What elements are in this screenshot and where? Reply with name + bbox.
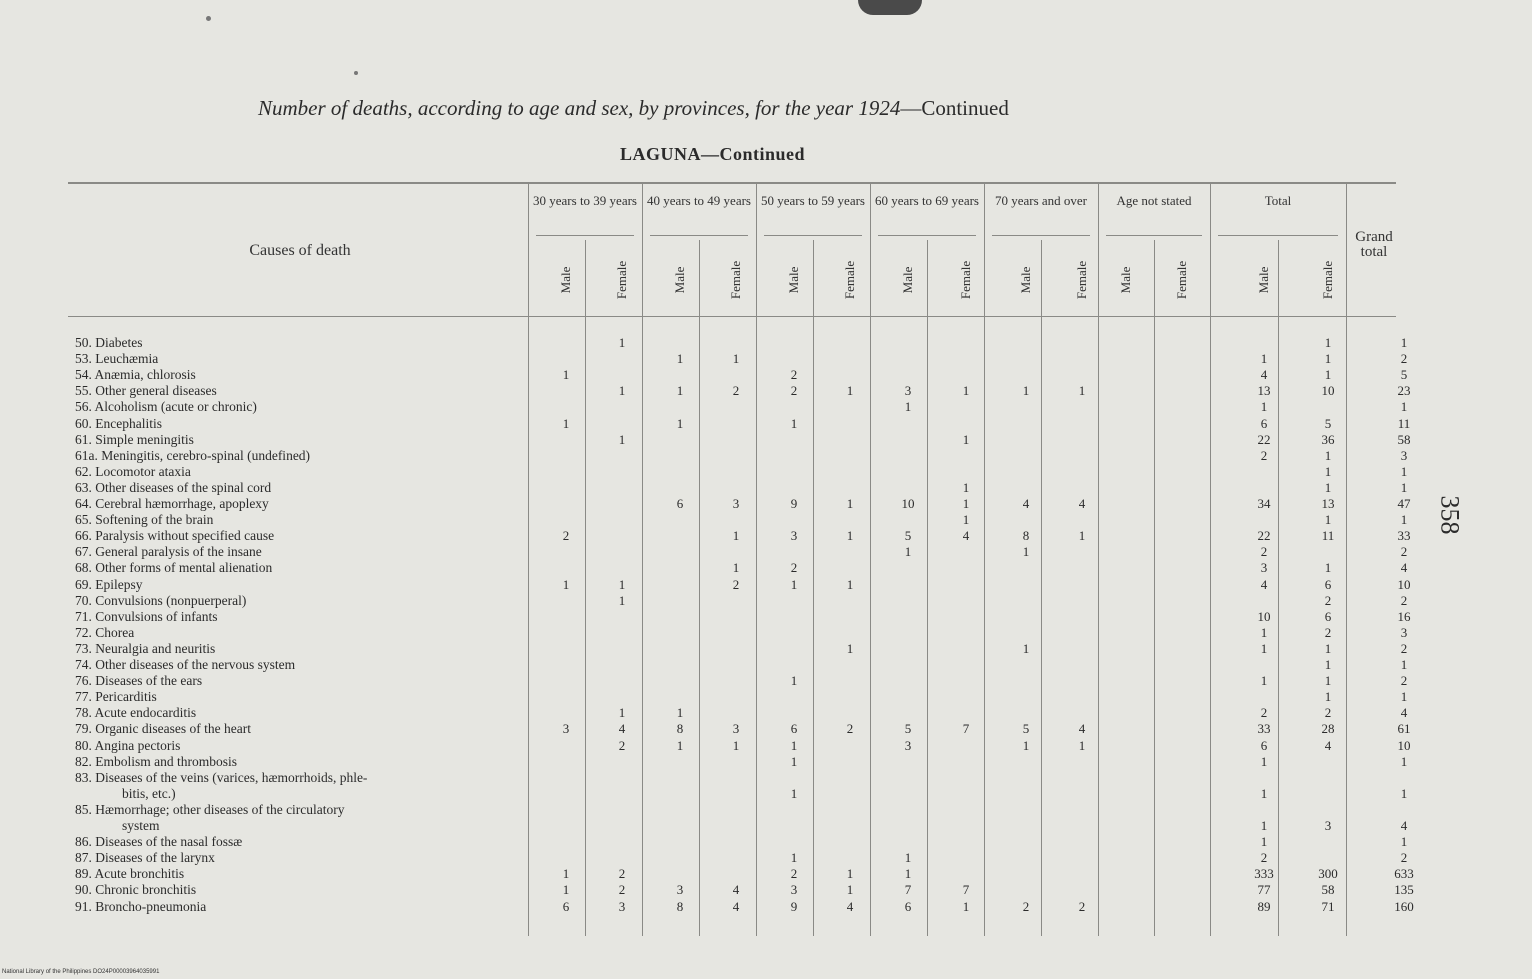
table-cell: 3 xyxy=(618,898,626,914)
table-cell: 1 xyxy=(732,560,740,576)
causes-header: Causes of death xyxy=(249,242,351,259)
age-group-header: 30 years to 39 years xyxy=(533,193,637,208)
table-cell: 11 xyxy=(1321,528,1335,544)
table-cell: 6 xyxy=(790,721,798,737)
table-cell: 8 xyxy=(676,721,684,737)
table-cell: 1 xyxy=(1260,834,1268,850)
cause-label: 80. Angina pectoris xyxy=(75,737,181,753)
table-cell: 1 xyxy=(732,351,740,367)
table-cell: 6 xyxy=(562,898,570,914)
cause-label: 83. Diseases of the veins (varices, hæmorrhoids, phle- xyxy=(75,769,368,785)
table-cell: 1 xyxy=(1324,367,1332,383)
table-cell: 5 xyxy=(904,528,912,544)
female-column-header: Female xyxy=(728,260,743,300)
table-top-rule xyxy=(68,182,1396,184)
group-divider xyxy=(756,184,757,936)
table-cell: 4 xyxy=(1022,496,1030,511)
table-cell: 2 xyxy=(790,367,798,383)
female-column-header: Female xyxy=(614,260,629,300)
cause-label: 54. Anæmia, chlorosis xyxy=(75,367,196,383)
table-cell: 36 xyxy=(1321,431,1335,447)
table-cell: 4 xyxy=(1078,496,1086,511)
scan-speck xyxy=(206,16,211,21)
table-cell: 4 xyxy=(1078,721,1086,737)
table-cell: 13 xyxy=(1257,383,1271,399)
table-cell: 3 xyxy=(790,528,798,544)
table-cell: 6 xyxy=(1260,415,1268,431)
grand-total-cell: 3 xyxy=(1400,624,1408,640)
grand-total-cell: 47 xyxy=(1397,496,1411,511)
cause-label: 55. Other general diseases xyxy=(75,383,217,399)
grand-total-cell: 11 xyxy=(1397,415,1411,431)
sex-divider xyxy=(927,240,928,936)
page-number: 358 xyxy=(1435,495,1465,535)
table-cell: 6 xyxy=(1260,737,1268,753)
causes-column-divider xyxy=(528,184,529,936)
grand-total-cell: 2 xyxy=(1400,850,1408,866)
table-cell: 4 xyxy=(732,898,740,914)
table-cell: 1 xyxy=(618,335,626,350)
grand-total-cell: 2 xyxy=(1400,640,1408,656)
grand-total-cell: 1 xyxy=(1400,657,1408,672)
cause-label: 66. Paralysis without specified cause xyxy=(75,528,275,544)
cause-label: 82. Embolism and thrombosis xyxy=(75,753,237,769)
grand-total-cell: 1 xyxy=(1400,512,1408,528)
table-cell: 1 xyxy=(1324,479,1332,495)
table-cell: 3 xyxy=(1324,818,1332,833)
table-cell: 1 xyxy=(1022,544,1030,560)
grand-total-cell: 1 xyxy=(1400,753,1408,769)
table-cell: 1 xyxy=(676,705,684,721)
cause-label: 71. Convulsions of infants xyxy=(75,608,218,624)
sex-divider xyxy=(699,240,700,936)
sex-divider xyxy=(1041,240,1042,936)
title-text: Number of deaths, according to age and sex, by provinces, for the year 1924 xyxy=(258,96,901,120)
age-group-header: Total xyxy=(1264,193,1292,208)
table-cell: 2 xyxy=(1260,544,1268,560)
table-cell: 6 xyxy=(676,496,684,511)
table-cell: 1 xyxy=(962,496,970,511)
male-column-header: Male xyxy=(786,266,801,294)
table-cell: 1 xyxy=(562,415,570,431)
table-cell: 1 xyxy=(1078,737,1086,753)
grand-total-cell: 160 xyxy=(1394,898,1414,914)
cause-label: 79. Organic diseases of the heart xyxy=(75,721,251,737)
table-cell: 3 xyxy=(904,383,912,399)
table-cell: 1 xyxy=(790,850,798,866)
table-cell: 1 xyxy=(962,479,970,495)
table-cell: 1 xyxy=(1260,753,1268,769)
cause-label: 77. Pericarditis xyxy=(75,689,157,705)
table-cell: 1 xyxy=(904,850,912,866)
table-cell: 2 xyxy=(618,882,626,898)
table-cell: 2 xyxy=(790,383,798,399)
table-cell: 1 xyxy=(1022,737,1030,753)
table-cell: 1 xyxy=(790,785,798,801)
cause-label: 61a. Meningitis, cerebro-spinal (undefined) xyxy=(75,447,311,463)
table-cell: 1 xyxy=(1022,640,1030,656)
table-cell: 1 xyxy=(676,383,684,399)
table-cell: 7 xyxy=(962,721,970,737)
table-cell: 1 xyxy=(732,528,740,544)
table-cell: 3 xyxy=(790,882,798,898)
age-group-header: 60 years to 69 years xyxy=(875,193,979,208)
table-cell: 8 xyxy=(1022,528,1030,544)
group-underline xyxy=(764,235,862,236)
table-cell: 1 xyxy=(618,576,626,592)
table-cell: 13 xyxy=(1321,496,1335,511)
table-cell: 2 xyxy=(1260,447,1268,463)
table-cell: 1 xyxy=(1324,640,1332,656)
grand-total-cell: 1 xyxy=(1400,335,1408,350)
table-cell: 3 xyxy=(1260,560,1268,576)
table-cell: 2 xyxy=(1260,850,1268,866)
female-column-header: Female xyxy=(842,260,857,300)
table-cell: 5 xyxy=(1324,415,1332,431)
table-cell: 1 xyxy=(618,592,626,608)
table-cell: 1 xyxy=(790,673,798,689)
table-cell: 1 xyxy=(1324,689,1332,705)
table-cell: 2 xyxy=(1260,705,1268,721)
grand-total-cell: 23 xyxy=(1397,383,1411,399)
table-cell: 333 xyxy=(1254,866,1274,882)
table-cell: 71 xyxy=(1321,898,1335,914)
group-underline xyxy=(1106,235,1202,236)
table-cell: 1 xyxy=(676,351,684,367)
table-cell: 2 xyxy=(1324,592,1332,608)
cause-label: 89. Acute bronchitis xyxy=(75,866,185,882)
table-cell: 300 xyxy=(1318,866,1338,882)
grand-total-cell: 58 xyxy=(1397,431,1411,447)
grand-total-cell: 1 xyxy=(1400,463,1408,479)
group-underline xyxy=(1218,235,1338,236)
table-cell: 1 xyxy=(676,737,684,753)
table-cell: 2 xyxy=(1022,898,1030,914)
grand-total-cell: 2 xyxy=(1400,592,1408,608)
table-cell: 1 xyxy=(846,882,854,898)
grand-total-cell: 1 xyxy=(1400,785,1408,801)
table-cell: 1 xyxy=(790,576,798,592)
grand-total-cell: 1 xyxy=(1400,689,1408,705)
cause-label: 60. Encephalitis xyxy=(75,415,162,431)
table-cell: 10 xyxy=(901,496,915,511)
table-cell: 1 xyxy=(618,383,626,399)
cause-label: 65. Softening of the brain xyxy=(75,512,214,528)
male-column-header: Male xyxy=(900,266,915,294)
group-divider xyxy=(1098,184,1099,936)
age-group-header: 70 years and over xyxy=(994,193,1088,208)
table-cell: 9 xyxy=(790,496,798,511)
table-cell: 2 xyxy=(790,866,798,882)
table-cell: 5 xyxy=(1022,721,1030,737)
cause-label: 70. Convulsions (nonpuerperal) xyxy=(75,592,247,608)
group-divider xyxy=(870,184,871,936)
cause-label: 76. Diseases of the ears xyxy=(75,673,203,689)
table-cell: 3 xyxy=(904,737,912,753)
cause-label-continued: system xyxy=(122,818,160,833)
table-cell: 1 xyxy=(1078,528,1086,544)
table-cell: 2 xyxy=(790,560,798,576)
grand-total-cell: 10 xyxy=(1397,737,1411,753)
table-cell: 1 xyxy=(790,737,798,753)
grand-total-cell: 3 xyxy=(1400,447,1408,463)
cause-label: 67. General paralysis of the insane xyxy=(75,544,262,560)
group-underline xyxy=(992,235,1090,236)
table-cell: 34 xyxy=(1257,496,1271,511)
age-group-header: 40 years to 49 years xyxy=(647,193,751,208)
female-column-header: Female xyxy=(1174,260,1189,300)
table-cell: 1 xyxy=(562,576,570,592)
table-cell: 1 xyxy=(1260,673,1268,689)
grand-total-cell: 2 xyxy=(1400,351,1408,367)
table-cell: 2 xyxy=(618,737,626,753)
table-cell: 1 xyxy=(562,866,570,882)
table-cell: 1 xyxy=(1324,560,1332,576)
male-column-header: Male xyxy=(1118,266,1133,294)
table-cell: 1 xyxy=(846,496,854,511)
table-cell: 1 xyxy=(618,705,626,721)
table-cell: 2 xyxy=(1324,624,1332,640)
table-cell: 28 xyxy=(1321,721,1335,737)
cause-label-continued: bitis, etc.) xyxy=(122,785,176,801)
age-group-header: 50 years to 59 years xyxy=(761,193,865,208)
table-cell: 1 xyxy=(1324,335,1332,350)
cause-label: 90. Chronic bronchitis xyxy=(75,882,197,898)
table-cell: 4 xyxy=(846,898,854,914)
table-cell: 6 xyxy=(1324,608,1332,624)
table-cell: 2 xyxy=(562,528,570,544)
grand-total-cell: 1 xyxy=(1400,399,1408,415)
page-title xyxy=(258,96,1218,121)
cause-label: 78. Acute endocarditis xyxy=(75,705,197,721)
table-cell: 1 xyxy=(1324,463,1332,479)
grand-total-cell: 5 xyxy=(1400,367,1408,383)
table-cell: 1 xyxy=(1324,673,1332,689)
table-cell: 1 xyxy=(1022,383,1030,399)
table-cell: 2 xyxy=(1324,705,1332,721)
table-cell: 1 xyxy=(790,753,798,769)
female-column-header: Female xyxy=(958,260,973,300)
table-cell: 1 xyxy=(904,399,912,415)
group-divider xyxy=(642,184,643,936)
grand-total-cell: 1 xyxy=(1400,834,1408,850)
table-cell: 7 xyxy=(904,882,912,898)
grand-total-cell: 633 xyxy=(1394,866,1414,882)
table-cell: 3 xyxy=(562,721,570,737)
table-cell: 33 xyxy=(1257,721,1271,737)
grand-total-cell: 1 xyxy=(1400,479,1408,495)
grand-total-cell: 10 xyxy=(1397,576,1411,592)
female-column-header: Female xyxy=(1320,260,1335,300)
table-cell: 4 xyxy=(618,721,626,737)
table-cell: 10 xyxy=(1321,383,1335,399)
table-cell: 1 xyxy=(1260,351,1268,367)
table-cell: 1 xyxy=(562,882,570,898)
grand-total-cell: 2 xyxy=(1400,544,1408,560)
table-cell: 10 xyxy=(1257,608,1271,624)
cause-label: 87. Diseases of the larynx xyxy=(75,850,215,866)
table-cell: 89 xyxy=(1257,898,1271,914)
table-cell: 1 xyxy=(846,640,854,656)
table-cell: 4 xyxy=(1260,367,1268,383)
table-cell: 1 xyxy=(846,576,854,592)
table-cell: 3 xyxy=(676,882,684,898)
group-divider xyxy=(1210,184,1211,936)
cause-label: 85. Hæmorrhage; other diseases of the circulatory xyxy=(75,801,345,817)
scan-speck xyxy=(354,71,358,75)
male-column-header: Male xyxy=(1018,266,1033,294)
table-cell: 1 xyxy=(1260,399,1268,415)
grand-total-cell: 61 xyxy=(1397,721,1411,737)
grand-total-cell: 16 xyxy=(1397,608,1411,624)
table-cell: 4 xyxy=(732,882,740,898)
table-cell: 6 xyxy=(904,898,912,914)
cause-label: 64. Cerebral hæmorrhage, apoplexy xyxy=(75,496,269,511)
cause-label: 61. Simple meningitis xyxy=(75,431,194,447)
cause-label: 86. Diseases of the nasal fossæ xyxy=(75,834,243,850)
table-cell: 1 xyxy=(1260,818,1268,833)
table-cell: 1 xyxy=(1260,624,1268,640)
table-cell: 77 xyxy=(1257,882,1271,898)
table-cell: 22 xyxy=(1257,528,1271,544)
age-group-header: Age not stated xyxy=(1116,193,1192,208)
cause-label: 91. Broncho-pneumonia xyxy=(75,898,207,914)
table-cell: 7 xyxy=(962,882,970,898)
cause-label: 56. Alcoholism (acute or chronic) xyxy=(75,399,257,415)
male-column-header: Male xyxy=(558,266,573,294)
cause-label: 74. Other diseases of the nervous system xyxy=(75,657,296,672)
table-cell: 1 xyxy=(1260,640,1268,656)
table-cell: 1 xyxy=(846,528,854,544)
table-cell: 1 xyxy=(962,898,970,914)
grand-total-header: Grand total xyxy=(1355,229,1393,260)
table-cell: 58 xyxy=(1321,882,1335,898)
table-cell: 4 xyxy=(1324,737,1332,753)
cause-label: 53. Leuchæmia xyxy=(75,351,159,367)
cause-label: 72. Chorea xyxy=(75,624,135,640)
table-cell: 1 xyxy=(1324,512,1332,528)
table-header-bottom-rule xyxy=(68,316,1396,317)
cause-label: 68. Other forms of mental alienation xyxy=(75,560,273,576)
table-cell: 2 xyxy=(732,383,740,399)
table-cell: 3 xyxy=(732,721,740,737)
cause-label: 62. Locomotor ataxia xyxy=(75,463,191,479)
table-cell: 2 xyxy=(618,866,626,882)
table-cell: 4 xyxy=(1260,576,1268,592)
table-cell: 1 xyxy=(618,431,626,447)
grand-total-cell: 4 xyxy=(1400,560,1408,576)
table-cell: 1 xyxy=(904,866,912,882)
table-cell: 1 xyxy=(1324,657,1332,672)
table-cell: 1 xyxy=(1324,447,1332,463)
table-cell: 1 xyxy=(790,415,798,431)
table-cell: 22 xyxy=(1257,431,1271,447)
table-cell: 1 xyxy=(732,737,740,753)
table-cell: 8 xyxy=(676,898,684,914)
cause-label: 50. Diabetes xyxy=(75,335,143,350)
scan-footer: National Library of the Philippines DO24P00003964035991 xyxy=(2,969,160,975)
group-underline xyxy=(536,235,634,236)
table-cell: 3 xyxy=(732,496,740,511)
male-column-header: Male xyxy=(672,266,687,294)
table-cell: 1 xyxy=(1324,351,1332,367)
table-cell: 1 xyxy=(962,431,970,447)
cause-label: 73. Neuralgia and neuritis xyxy=(75,640,216,656)
table-cell: 1 xyxy=(1078,383,1086,399)
table-cell: 2 xyxy=(846,721,854,737)
table-cell: 2 xyxy=(732,576,740,592)
male-column-header: Male xyxy=(1256,266,1271,294)
table-cell: 1 xyxy=(846,866,854,882)
province-subtitle: LAGUNA—Continued xyxy=(620,144,806,164)
cause-label: 69. Epilepsy xyxy=(75,576,143,592)
title-suffix: —Continued xyxy=(900,96,1009,120)
table-cell: 5 xyxy=(904,721,912,737)
grand-total-cell: 2 xyxy=(1400,673,1408,689)
grand-total-cell: 4 xyxy=(1400,705,1408,721)
scan-artifact-blot xyxy=(858,0,922,15)
grand-total-cell: 135 xyxy=(1394,882,1414,898)
group-divider xyxy=(984,184,985,936)
table-cell: 2 xyxy=(1078,898,1086,914)
table-cell: 1 xyxy=(904,544,912,560)
table-cell: 1 xyxy=(676,415,684,431)
table-cell: 1 xyxy=(962,512,970,528)
table-cell: 6 xyxy=(1324,576,1332,592)
grand-total-cell: 33 xyxy=(1397,528,1411,544)
cause-label: 63. Other diseases of the spinal cord xyxy=(75,479,272,495)
group-underline xyxy=(650,235,748,236)
table-cell: 1 xyxy=(1260,785,1268,801)
table-cell: 1 xyxy=(846,383,854,399)
group-underline xyxy=(878,235,976,236)
table-cell: 9 xyxy=(790,898,798,914)
table-cell: 1 xyxy=(962,383,970,399)
table-cell: 4 xyxy=(962,528,970,544)
sex-divider xyxy=(1154,240,1155,936)
table-cell: 1 xyxy=(562,367,570,383)
grand-total-cell: 4 xyxy=(1400,818,1408,833)
female-column-header: Female xyxy=(1074,260,1089,300)
